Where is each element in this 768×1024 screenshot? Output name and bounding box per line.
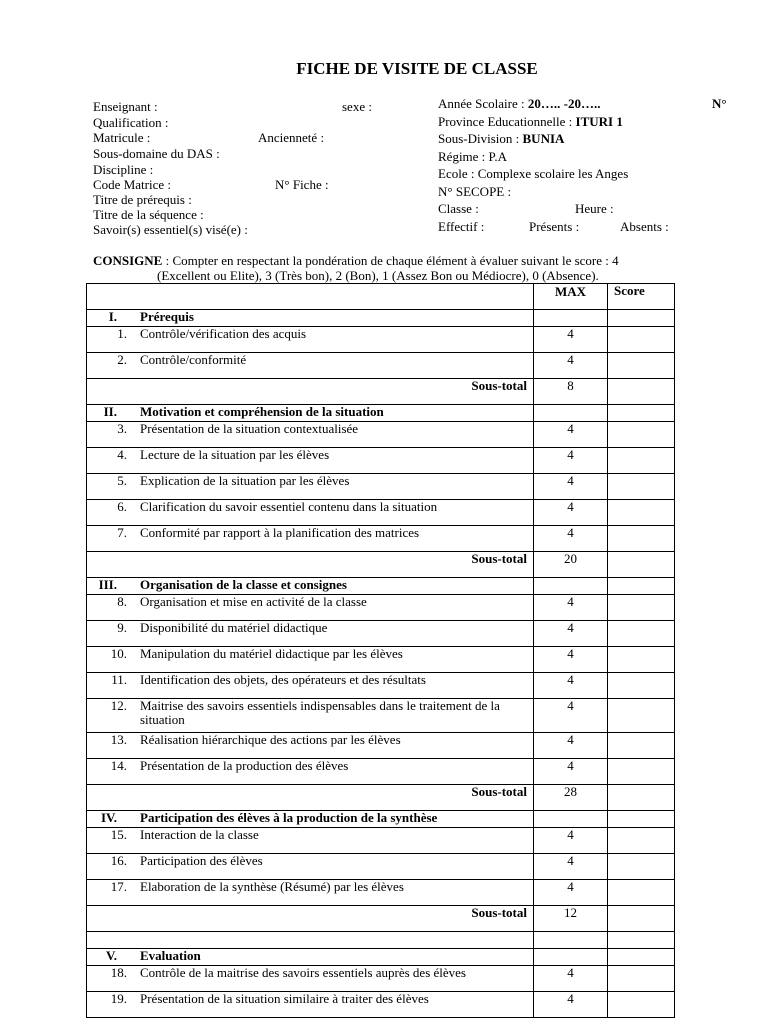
section-max-cell [534, 949, 608, 966]
absents-label: Absents : [620, 219, 669, 234]
sous-domaine-label: Sous-domaine du DAS : [93, 146, 220, 161]
section-score-cell [608, 949, 675, 966]
criterion-label: Réalisation hiérarchique des actions par les élèves [140, 732, 401, 747]
section-number: III. [98, 577, 117, 592]
criterion-label: Interaction de la classe [140, 827, 259, 842]
ecole-label: Ecole : Complexe scolaire les Anges [438, 166, 629, 181]
max-value-cell: 4 [534, 526, 608, 552]
criterion-cell [87, 327, 534, 353]
max-value-cell: 4 [534, 966, 608, 992]
section-title-cell [87, 405, 534, 422]
max-value-cell: 4 [534, 699, 608, 733]
heure-label: Heure : [575, 201, 614, 216]
section-title: Motivation et compréhension de la situation [140, 404, 384, 419]
subtotal-label: Sous-total [87, 552, 534, 578]
table-row [87, 422, 675, 448]
criterion-number: 9. [117, 620, 127, 635]
score-input-cell[interactable] [608, 759, 675, 785]
table-header-row [87, 284, 675, 310]
savoirs-label: Savoir(s) essentiel(s) visé(e) : [93, 222, 248, 237]
criterion-label: Disponibilité du matériel didactique [140, 620, 328, 635]
max-value-cell: 4 [534, 992, 608, 1018]
criterion-number: 2. [117, 352, 127, 367]
score-input-cell[interactable] [608, 448, 675, 474]
table-row [87, 966, 675, 992]
criterion-number: 1. [117, 326, 127, 341]
section-title: Organisation de la classe et consignes [140, 577, 347, 592]
table-row [87, 474, 675, 500]
section-title: Participation des élèves à la production de la synthèse [140, 810, 438, 825]
consigne-line-1: CONSIGNE : Compter en respectant la pondération de chaque élément à évaluer suivant le score : 4 [93, 253, 619, 268]
criterion-label: Manipulation du matériel didactique par les élèves [140, 646, 403, 661]
section-max-cell [534, 405, 608, 422]
criterion-label: Présentation de la production des élèves [140, 758, 349, 773]
subtotal-row [87, 906, 675, 932]
criterion-cell [87, 992, 534, 1018]
subtotal-row [87, 552, 675, 578]
criterion-cell [87, 353, 534, 379]
criterion-number: 7. [117, 525, 127, 540]
max-value-cell: 4 [534, 673, 608, 699]
criterion-label: Présentation de la situation similaire à traiter des élèves [140, 991, 429, 1006]
criterion-label: Elaboration de la synthèse (Résumé) par les élèves [140, 879, 404, 894]
section-number: II. [103, 404, 117, 419]
section-max-cell [534, 578, 608, 595]
criterion-label: Explication de la situation par les élèves [140, 473, 350, 488]
table-row [87, 733, 675, 759]
titre-prerequis-label: Titre de prérequis : [93, 192, 192, 207]
column-header-score: Score [608, 284, 675, 310]
criterion-number: 19. [110, 991, 127, 1006]
score-input-cell[interactable] [608, 992, 675, 1018]
section-max-cell [534, 310, 608, 327]
table-row [87, 699, 675, 733]
score-input-cell[interactable] [608, 474, 675, 500]
criterion-label: Conformité par rapport à la planification des matrices [140, 525, 420, 540]
page-title: FICHE DE VISITE DE CLASSE [296, 59, 538, 78]
header-empty-cell [87, 284, 534, 310]
n-fiche-label: N° Fiche : [275, 177, 329, 192]
subtotal-label: Sous-total [87, 906, 534, 932]
consigne-line-2: (Excellent ou Elite), 3 (Très bon), 2 (Bon), 1 (Assez Bon ou Médiocre), 0 (Absence). [157, 268, 599, 283]
criterion-cell [87, 828, 534, 854]
section-header-row [87, 405, 675, 422]
max-value-cell: 4 [534, 448, 608, 474]
table-row [87, 854, 675, 880]
criterion-label: Maitrise des savoirs essentiels indispensables dans le traitement de la situation [140, 698, 500, 727]
score-input-cell[interactable] [608, 353, 675, 379]
table-row [87, 595, 675, 621]
max-value-cell: 4 [534, 422, 608, 448]
classe-label: Classe : [438, 201, 479, 216]
section-number: IV. [100, 810, 117, 825]
effectif-label: Effectif : [438, 219, 485, 234]
max-value-cell: 4 [534, 621, 608, 647]
criterion-number: 6. [117, 499, 127, 514]
score-input-cell[interactable] [608, 595, 675, 621]
criterion-number: 8. [117, 594, 127, 609]
section-score-cell [608, 811, 675, 828]
subtotal-label: Sous-total [87, 379, 534, 405]
subtotal-value: 12 [534, 906, 608, 932]
criterion-number: 18. [110, 965, 127, 980]
table-row [87, 992, 675, 1018]
spacer-cell [534, 932, 608, 949]
table-row [87, 500, 675, 526]
score-input-cell[interactable] [608, 422, 675, 448]
criterion-cell [87, 733, 534, 759]
criterion-label: Contrôle de la maitrise des savoirs essentiels auprès des élèves [140, 965, 466, 980]
score-input-cell[interactable] [608, 621, 675, 647]
max-value-cell: 4 [534, 733, 608, 759]
section-score-cell [608, 405, 675, 422]
section-title-cell [87, 949, 534, 966]
criterion-label: Identification des objets, des opérateurs et des résultats [140, 672, 426, 687]
score-input-cell[interactable] [608, 500, 675, 526]
criterion-cell [87, 474, 534, 500]
criterion-cell [87, 595, 534, 621]
max-value-cell: 4 [534, 854, 608, 880]
criterion-number: 14. [110, 758, 127, 773]
criterion-number: 10. [110, 646, 127, 661]
section-header-row [87, 310, 675, 327]
criterion-label: Contrôle/vérification des acquis [140, 326, 307, 341]
max-value-cell: 4 [534, 353, 608, 379]
sous-division: Sous-Division : BUNIA [438, 131, 565, 146]
table-row [87, 621, 675, 647]
criterion-cell [87, 966, 534, 992]
max-value-cell: 4 [534, 327, 608, 353]
table-row [87, 353, 675, 379]
section-header-row [87, 949, 675, 966]
section-score-cell [608, 310, 675, 327]
criterion-number: 16. [110, 853, 127, 868]
score-input-cell[interactable] [608, 647, 675, 673]
criterion-number: 11. [111, 672, 127, 687]
criterion-cell [87, 880, 534, 906]
table-row [87, 327, 675, 353]
regime-label: Régime : P.A [438, 149, 507, 164]
max-value-cell: 4 [534, 595, 608, 621]
spacer-row [87, 932, 675, 949]
criterion-cell [87, 673, 534, 699]
criterion-cell [87, 448, 534, 474]
max-value-cell: 4 [534, 500, 608, 526]
subtotal-value: 28 [534, 785, 608, 811]
score-input-cell[interactable] [608, 828, 675, 854]
subtotal-score-cell[interactable] [608, 552, 675, 578]
criterion-label: Contrôle/conformité [140, 352, 247, 367]
table-row [87, 880, 675, 906]
section-title: Prérequis [140, 309, 194, 324]
section-score-cell [608, 578, 675, 595]
max-value-cell: 4 [534, 828, 608, 854]
criterion-label: Participation des élèves [140, 853, 263, 868]
secope-label: N° SECOPE : [438, 184, 512, 199]
section-title-cell [87, 811, 534, 828]
criterion-label: Présentation de la situation contextualisée [140, 421, 359, 436]
criterion-label: Organisation et mise en activité de la classe [140, 594, 367, 609]
max-value-cell: 4 [534, 759, 608, 785]
qualification-label: Qualification : [93, 115, 169, 130]
subtotal-score-cell[interactable] [608, 906, 675, 932]
score-input-cell[interactable] [608, 526, 675, 552]
criterion-label: Clarification du savoir essentiel contenu dans la situation [140, 499, 438, 514]
titre-sequence-label: Titre de la séquence : [93, 207, 204, 222]
criterion-cell [87, 854, 534, 880]
sexe-label: sexe : [342, 99, 372, 114]
code-matrice-label: Code Matrice : [93, 177, 171, 192]
max-value-cell: 4 [534, 474, 608, 500]
criterion-number: 17. [110, 879, 127, 894]
subtotal-label: Sous-total [87, 785, 534, 811]
table-row [87, 526, 675, 552]
criterion-cell [87, 647, 534, 673]
criterion-cell [87, 526, 534, 552]
score-input-cell[interactable] [608, 733, 675, 759]
criterion-number: 12. [110, 698, 127, 713]
section-number: V. [106, 948, 117, 963]
spacer-cell [87, 932, 534, 949]
score-input-cell[interactable] [608, 854, 675, 880]
subtotal-value: 20 [534, 552, 608, 578]
table-row [87, 448, 675, 474]
max-value-cell: 4 [534, 880, 608, 906]
criterion-cell [87, 621, 534, 647]
annee-scolaire: Année Scolaire : 20….. -20….. [438, 96, 601, 111]
anciennete-label: Ancienneté : [258, 130, 325, 145]
criterion-number: 4. [117, 447, 127, 462]
section-title: Evaluation [140, 948, 201, 963]
criterion-cell [87, 699, 534, 733]
section-number: I. [108, 309, 117, 324]
criterion-number: 15. [110, 827, 127, 842]
criterion-cell [87, 500, 534, 526]
table-row [87, 647, 675, 673]
subtotal-row [87, 785, 675, 811]
numero-label: N° [712, 96, 727, 111]
table-row [87, 759, 675, 785]
score-input-cell[interactable] [608, 699, 675, 733]
criterion-label: Lecture de la situation par les élèves [140, 447, 330, 462]
enseignant-label: Enseignant : [93, 99, 158, 114]
score-input-cell[interactable] [608, 880, 675, 906]
table-row [87, 673, 675, 699]
score-input-cell[interactable] [608, 327, 675, 353]
score-input-cell[interactable] [608, 673, 675, 699]
section-title-cell [87, 310, 534, 327]
max-value-cell: 4 [534, 647, 608, 673]
section-header-row [87, 578, 675, 595]
section-header-row [87, 811, 675, 828]
score-input-cell[interactable] [608, 966, 675, 992]
section-max-cell [534, 811, 608, 828]
subtotal-score-cell[interactable] [608, 379, 675, 405]
discipline-label: Discipline : [93, 162, 154, 177]
column-header-max: MAX [534, 284, 608, 310]
criterion-cell [87, 422, 534, 448]
presents-label: Présents : [529, 219, 580, 234]
subtotal-row [87, 379, 675, 405]
criterion-number: 13. [110, 732, 127, 747]
matricule-label: Matricule : [93, 130, 151, 145]
spacer-cell [608, 932, 675, 949]
criterion-number: 5. [117, 473, 127, 488]
subtotal-score-cell[interactable] [608, 785, 675, 811]
evaluation-table [86, 283, 675, 1018]
table-row [87, 828, 675, 854]
subtotal-value: 8 [534, 379, 608, 405]
criterion-cell [87, 759, 534, 785]
province-educationnelle: Province Educationnelle : ITURI 1 [438, 114, 623, 129]
section-title-cell [87, 578, 534, 595]
criterion-number: 3. [117, 421, 127, 436]
